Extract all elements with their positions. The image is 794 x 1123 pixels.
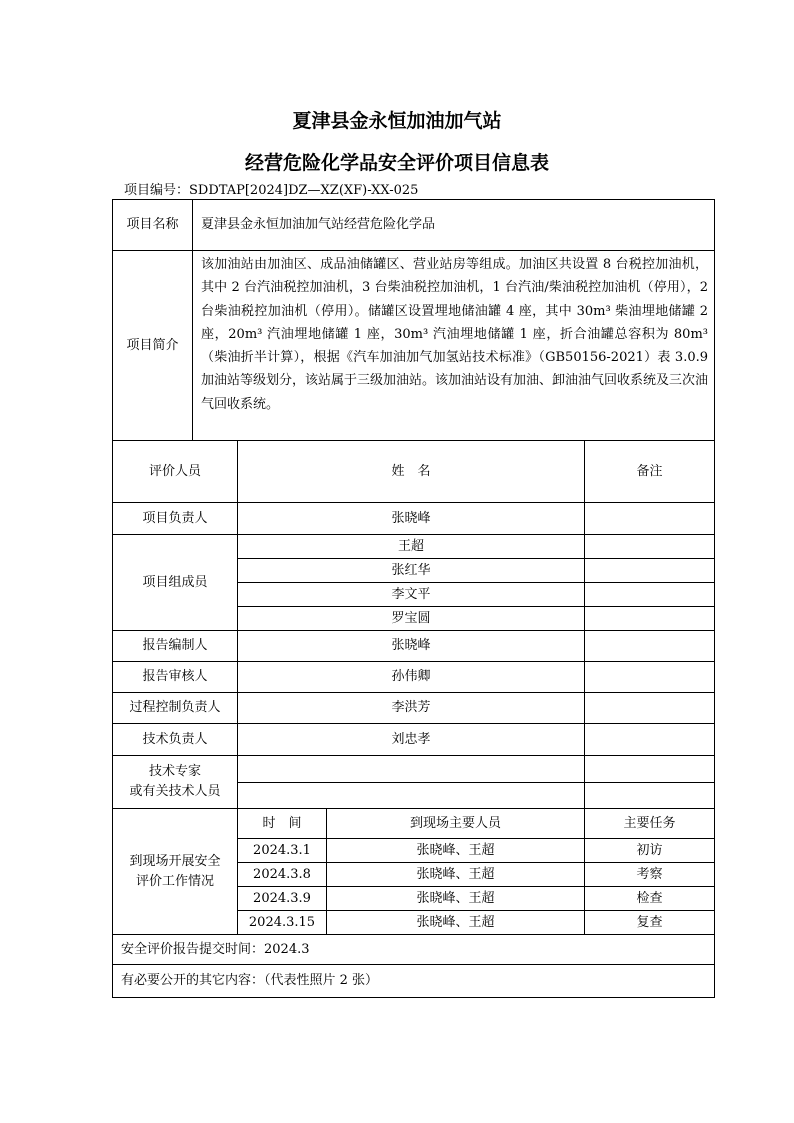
col-note-header: 备注 [585, 441, 714, 503]
role-team-members: 项目组成员 [113, 535, 238, 631]
site-work-label: 到现场开展安全 评价工作情况 [113, 809, 238, 935]
document-title: 夏津县金永恒加油加气站 [292, 110, 502, 132]
visit-people: 张晓峰、王超 [327, 839, 585, 863]
note-cell [585, 607, 714, 631]
name-tech-expert [238, 783, 585, 809]
visit-people: 张晓峰、王超 [327, 911, 585, 935]
name-team-member: 李文平 [238, 583, 585, 607]
note-cell [585, 503, 714, 535]
name-team-member: 王超 [238, 535, 585, 559]
visit-task: 检查 [585, 887, 714, 911]
visit-task: 复查 [585, 911, 714, 935]
project-name-label: 项目名称 [113, 200, 193, 251]
name-tech-leader: 刘忠孝 [238, 724, 585, 756]
visit-people: 张晓峰、王超 [327, 863, 585, 887]
name-process-control: 李洪芳 [238, 693, 585, 724]
role-tech-experts: 技术专家 或有关技术人员 [113, 756, 238, 809]
col-time-header: 时 间 [238, 809, 327, 839]
note-cell [585, 662, 714, 693]
visit-time: 2024.3.9 [238, 887, 327, 911]
document-subtitle: 经营危险化学品安全评价项目信息表 [244, 152, 549, 174]
note-cell [585, 631, 714, 662]
role-process-control: 过程控制负责人 [113, 693, 238, 724]
role-report-author: 报告编制人 [113, 631, 238, 662]
name-tech-expert [238, 756, 585, 783]
note-cell [585, 693, 714, 724]
note-cell [585, 783, 714, 809]
project-intro-text: 该加油站由加油区、成品油储罐区、营业站房等组成。加油区共设置 8 台税控加油机，其中 2 台汽油税控加油机，3 台柴油税控加油机，1 台汽油/柴油税控加油机（停用），2 台柴油税控加油机（停用）。储罐区设置埋地储油罐 4 座，其中 30m³ 柴油埋地储罐 2 座，20m³ 汽油埋地储罐 1 座，30m³ 汽油埋地储罐 1 座，折合油罐总容积为 80m³（柴油折半计算），根据《汽车加油加气加氢站技术标准》（GB50156-2021）表 3.0.9 加油站等级划分，该站属于三级加油站。该加油站设有加油、卸油油气回收系统及三次油气回收系统。 [193, 251, 714, 441]
project-intro-label: 项目简介 [113, 251, 193, 441]
note-cell [585, 535, 714, 559]
col-name-header: 姓 名 [238, 441, 585, 503]
role-report-reviewer: 报告审核人 [113, 662, 238, 693]
project-name-value: 夏津县金永恒加油加气站经营危险化学品 [193, 200, 714, 251]
other-public-content: 有必要公开的其它内容：（代表性照片 2 张） [121, 973, 379, 988]
visit-task: 考察 [585, 863, 714, 887]
role-tech-leader: 技术负责人 [113, 724, 238, 756]
role-project-leader: 项目负责人 [113, 503, 238, 535]
name-project-leader: 张晓峰 [238, 503, 585, 535]
note-cell [585, 724, 714, 756]
visit-task: 初访 [585, 839, 714, 863]
name-report-author: 张晓峰 [238, 631, 585, 662]
note-cell [585, 559, 714, 583]
visit-time: 2024.3.1 [238, 839, 327, 863]
project-number: 项目编号：SDDTAP[2024]DZ—XZ(XF)-XX-025 [124, 183, 419, 198]
visit-time: 2024.3.8 [238, 863, 327, 887]
col-people-header: 到现场主要人员 [327, 809, 585, 839]
visit-time: 2024.3.15 [238, 911, 327, 935]
name-report-reviewer: 孙伟卿 [238, 662, 585, 693]
note-cell [585, 583, 714, 607]
col-role-header: 评价人员 [113, 441, 238, 503]
visit-people: 张晓峰、王超 [327, 887, 585, 911]
name-team-member: 张红华 [238, 559, 585, 583]
col-task-header: 主要任务 [585, 809, 714, 839]
report-submit-time: 安全评价报告提交时间：2024.3 [113, 935, 714, 965]
note-cell [585, 756, 714, 783]
name-team-member: 罗宝圆 [238, 607, 585, 631]
info-table [112, 199, 715, 998]
